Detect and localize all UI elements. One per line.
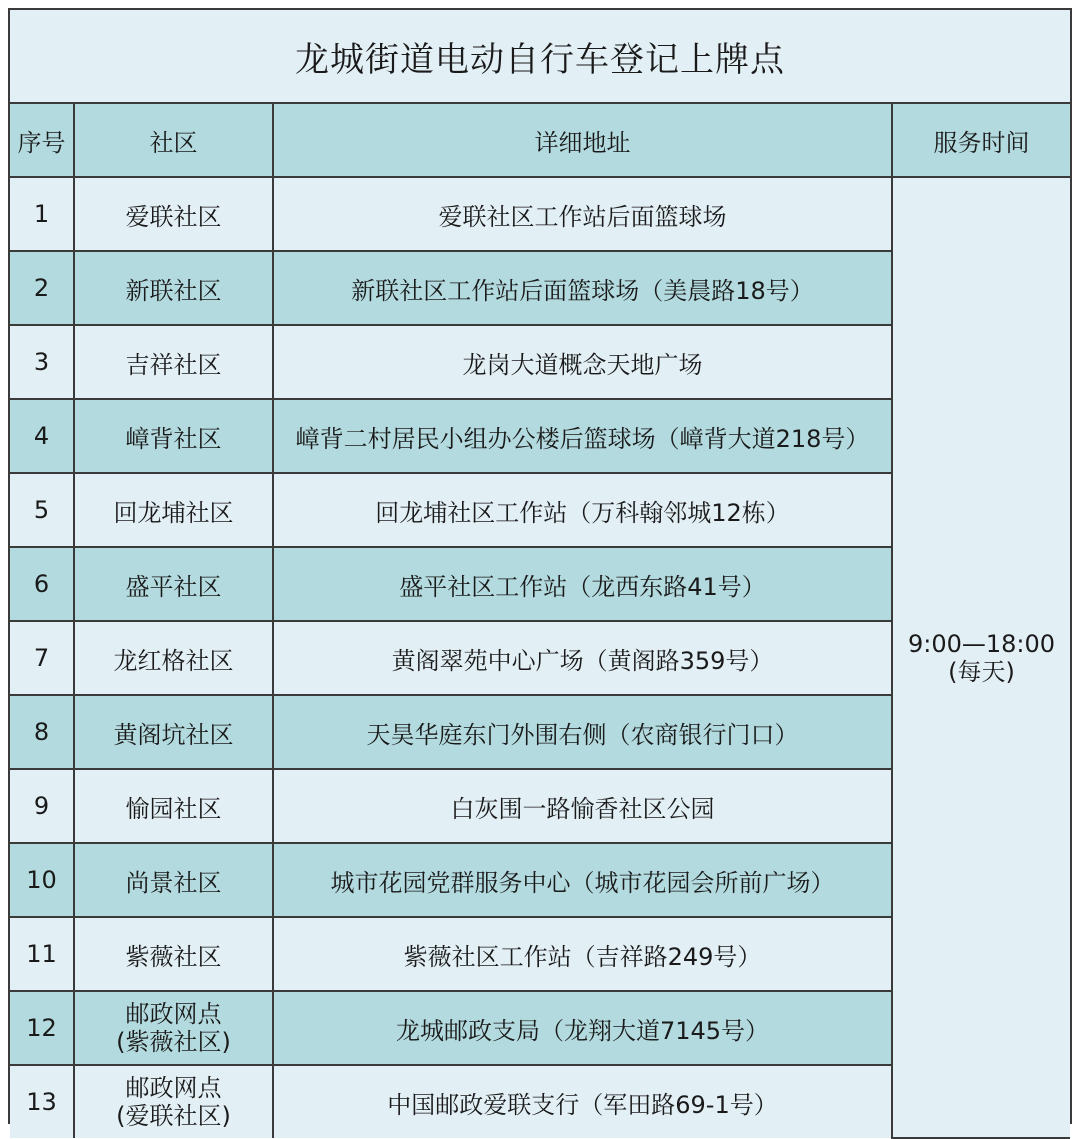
row-community — [74, 991, 273, 1065]
row-community: 黄阁坑社区 — [74, 695, 273, 769]
row-address: 新联社区工作站后面篮球场（美晨路18号） — [273, 251, 892, 325]
row-no: 12 — [10, 991, 74, 1065]
row-address: 中国邮政爱联支行（军田路69-1号） — [273, 1065, 892, 1138]
table-title: 龙城街道电动自行车登记上牌点 — [10, 10, 1070, 104]
row-community: 愉园社区 — [74, 769, 273, 843]
row-no: 2 — [10, 251, 74, 325]
row-address: 嶂背二村居民小组办公楼后篮球场（嶂背大道218号） — [273, 399, 892, 473]
row-community: 回龙埔社区 — [74, 473, 273, 547]
row-no: 7 — [10, 621, 74, 695]
header-address: 详细地址 — [273, 104, 892, 177]
row-community: 爱联社区 — [74, 177, 273, 251]
row-community-line1: 邮政网点 — [125, 1074, 222, 1102]
row-community: 紫薇社区 — [74, 917, 273, 991]
service-time-note: (每天) — [948, 657, 1015, 686]
row-address: 城市花园党群服务中心（城市花园会所前广场） — [273, 843, 892, 917]
row-address: 白灰围一路愉香社区公园 — [273, 769, 892, 843]
row-address: 龙岗大道概念天地广场 — [273, 325, 892, 399]
registration-table — [10, 104, 1070, 1139]
row-address: 回龙埔社区工作站（万科翰邻城12栋） — [273, 473, 892, 547]
row-community-line1: 邮政网点 — [125, 1000, 222, 1028]
row-community — [74, 1065, 273, 1138]
row-community-line2: (爱联社区) — [116, 1102, 231, 1130]
row-no: 10 — [10, 843, 74, 917]
header-community: 社区 — [74, 104, 273, 177]
row-address: 盛平社区工作站（龙西东路41号） — [273, 547, 892, 621]
row-address: 黄阁翠苑中心广场（黄阁路359号） — [273, 621, 892, 695]
service-time-cell — [892, 177, 1070, 1138]
row-address: 龙城邮政支局（龙翔大道7145号） — [273, 991, 892, 1065]
row-no: 11 — [10, 917, 74, 991]
row-community: 盛平社区 — [74, 547, 273, 621]
row-community: 吉祥社区 — [74, 325, 273, 399]
registration-table-sheet — [8, 8, 1072, 1130]
row-no: 3 — [10, 325, 74, 399]
row-community: 嶂背社区 — [74, 399, 273, 473]
row-community: 新联社区 — [74, 251, 273, 325]
row-address: 天昊华庭东门外围右侧（农商银行门口） — [273, 695, 892, 769]
row-no: 13 — [10, 1065, 74, 1138]
row-no: 5 — [10, 473, 74, 547]
row-address: 紫薇社区工作站（吉祥路249号） — [273, 917, 892, 991]
table-row — [10, 177, 1070, 251]
row-community: 龙红格社区 — [74, 621, 273, 695]
header-row — [10, 104, 1070, 177]
row-community: 尚景社区 — [74, 843, 273, 917]
row-no: 8 — [10, 695, 74, 769]
row-community-line2: (紫薇社区) — [116, 1028, 231, 1056]
row-no: 6 — [10, 547, 74, 621]
row-no: 4 — [10, 399, 74, 473]
service-time-hours: 9:00—18:00 — [907, 629, 1056, 658]
row-address: 爱联社区工作站后面篮球场 — [273, 177, 892, 251]
row-no: 1 — [10, 177, 74, 251]
row-no: 9 — [10, 769, 74, 843]
header-service-time: 服务时间 — [892, 104, 1070, 177]
header-no: 序号 — [10, 104, 74, 177]
